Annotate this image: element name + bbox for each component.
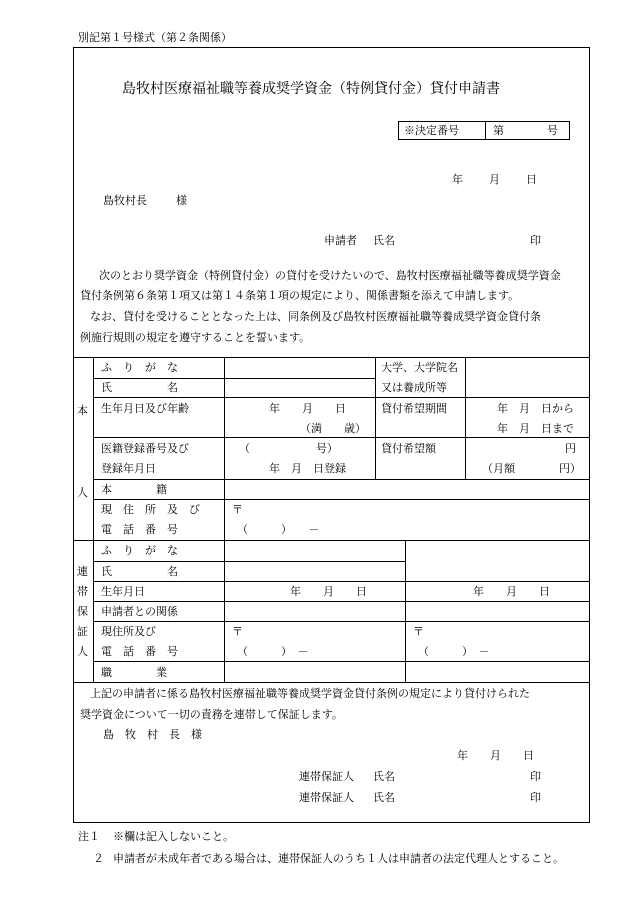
person-furigana-label: ふ り が な [101, 361, 178, 374]
note-2-text: 申請者が未成年者である場合は、連帯保証人のうち１人は申請者の法定代理人とすること。 [113, 852, 564, 865]
person-side-label-2: 人 [77, 486, 88, 499]
loan-period-from: 年 月 日から [497, 402, 574, 415]
guarantor-phone-format-2: （ ） － [418, 645, 490, 658]
note-1-number: 注１ [78, 830, 100, 843]
full-age: （満 歳） [300, 422, 366, 435]
license-label-1: 医籍登録番号及び [101, 442, 189, 455]
decision-number-go: 号 [547, 124, 558, 137]
guarantor-phone-format-1: （ ） － [237, 645, 309, 658]
guarantor-2-name-label: 氏名 [373, 791, 395, 804]
domicile-label: 本 籍 [101, 483, 167, 496]
body-p1-line2: 貸付条例第６条第１項又は第１４条第１項の規定により、関係書類を添えて申請します。 [80, 289, 520, 302]
body-p1-line1: 次のとおり奨学資金（特例貸付金）の貸付を受けたいので、島牧村医療福祉職等養成奨学資金 [99, 269, 561, 282]
person-name-label: 氏 名 [101, 381, 178, 394]
guarantee-line1: 上記の申請者に係る島牧村医療福祉職等養成奨学資金貸付条例の規定により貸付けられた [90, 687, 530, 700]
guarantor-occupation-label: 職 業 [101, 666, 167, 679]
guarantor-address-label-1: 現住所及び [101, 625, 156, 638]
guarantor-side-1: 連 [77, 565, 88, 578]
guarantor-2-seal: 印 [530, 791, 541, 804]
guarantor-side-2: 帯 [77, 585, 88, 598]
birth-age-label: 生年月日及び年齢 [101, 402, 189, 415]
guarantor-side-4: 証 [77, 625, 88, 638]
note-2-number: ２ [93, 852, 104, 865]
date-month: 月 [489, 173, 500, 186]
addressee-name: 島牧村長 [103, 194, 147, 207]
guarantor-birth-ymd-2: 年 月 日 [473, 585, 550, 598]
form-title: 島牧村医療福祉職等養成奨学資金（特例貸付金）貸付申請書 [122, 81, 500, 97]
license-date: 年 月 日登録 [269, 462, 346, 475]
guarantor-birth-ymd-1: 年 月 日 [290, 585, 367, 598]
applicant-seal: 印 [530, 234, 541, 247]
decision-number-dai: 第 [493, 124, 504, 137]
form-frame [73, 47, 590, 823]
person-address-label-1: 現 住 所 及 び [101, 503, 200, 516]
applicant-name-label: 氏名 [373, 234, 395, 247]
guarantor-birth-label: 生年月日 [101, 585, 145, 598]
person-phone-format: （ ） － [237, 523, 320, 536]
guarantor-1-label: 連帯保証人 [299, 770, 354, 783]
body-p2-line1: なお、貸付を受けることとなった上は、同条例及び島牧村医療福祉職等養成奨学資金貸付条 [90, 310, 541, 323]
guarantor-side-5: 人 [77, 645, 88, 658]
body-p2-line2: 例施行規則の規定を遵守することを誓います。 [80, 331, 311, 344]
form-header-note: 別記第１号様式（第２条関係） [78, 31, 232, 44]
person-postal-mark: 〒 [232, 503, 243, 516]
date-day: 日 [526, 173, 537, 186]
guarantor-relation-label: 申請者との関係 [101, 605, 178, 618]
person-side-label-1: 本 [77, 404, 88, 417]
person-address-label-2: 電 話 番 号 [101, 523, 178, 536]
addressee-sama: 様 [176, 194, 187, 207]
guarantee-date: 年 月 日 [457, 749, 534, 762]
applicant-label: 申請者 [324, 234, 357, 247]
note-1-text: ※欄は記入しないこと。 [113, 830, 234, 843]
guarantor-side-3: 保 [77, 605, 88, 618]
license-number: （ 号） [239, 442, 338, 455]
guarantor-postal-mark-1: 〒 [232, 625, 243, 638]
guarantor-1-seal: 印 [530, 770, 541, 783]
guarantor-1-name-label: 氏名 [373, 770, 395, 783]
decision-number-label: ※決定番号 [404, 124, 459, 137]
guarantee-line2: 奨学資金について一切の責務を連帯して保証します。 [80, 708, 343, 721]
loan-period-label: 貸付希望期間 [381, 402, 447, 415]
university-label-1: 大学、大学院名 [381, 361, 458, 374]
guarantor-postal-mark-2: 〒 [413, 625, 424, 638]
loan-amount-label: 貸付希望額 [381, 442, 436, 455]
loan-amount-monthly: （月額 円） [482, 462, 581, 475]
loan-period-to: 年 月 日まで [497, 422, 574, 435]
date-year: 年 [452, 173, 463, 186]
loan-amount-yen: 円 [565, 442, 576, 455]
university-label-2: 又は養成所等 [381, 381, 447, 394]
birth-ymd: 年 月 日 [269, 402, 346, 415]
guarantee-addressee: 島 牧 村 長 様 [103, 728, 202, 741]
guarantor-name-label: 氏 名 [101, 565, 178, 578]
guarantor-2-label: 連帯保証人 [299, 791, 354, 804]
guarantor-address-label-2: 電 話 番 号 [101, 645, 178, 658]
license-label-2: 登録年月日 [101, 462, 156, 475]
guarantor-furigana-label: ふ り が な [101, 544, 178, 557]
